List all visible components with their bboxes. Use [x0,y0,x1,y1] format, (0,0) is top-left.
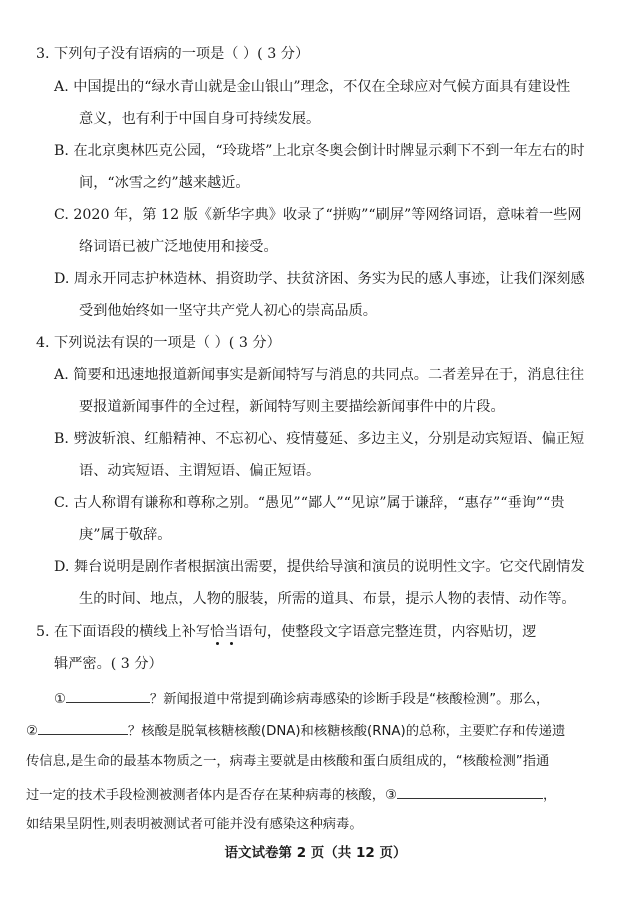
q4-option-d-cont: 生的时间、地点，人物的服装，所需的道具、布景，提示人物的表情、动作等。 [79,591,576,607]
passage-line-5: 如结果呈阴性,则表明被测试者可能并没有感染这种病毒。 [26,817,363,832]
passage-line-4-text: 过一定的技术手段检测被测者体内是否存在某种病毒的核酸，③ [26,788,397,803]
passage-line-2 [26,720,565,742]
blank-2-marker: ② [26,724,38,739]
q3-option-b: B. 在北京奥林匹克公园，“玲珑塔”上北京冬奥会倒计时牌显示剩下不到一年左右的时 [54,143,585,159]
passage-line-4-end: ， [542,788,557,803]
answer-blank-2 [38,720,128,735]
q5-stem [36,622,536,642]
q3-option-a: A. 中国提出的“绿水青山就是金山银山”理念，不仅在全球应对气候方面具有建设性 [54,79,571,95]
blank-1-marker: ① [54,692,66,707]
q4-option-b-cont: 语、动宾短语、主谓短语、偏正短语。 [79,463,321,479]
passage-line-4 [26,784,556,806]
q5-stem-cont: 辑严密。( 3 分） [54,656,163,672]
q4-option-b: B. 劈波斩浪、红船精神、不忘初心、疫情蔓延、多边主义，分别是动宾短语、偏正短 [54,431,585,447]
passage-line-1-text: ？新闻报道中常提到确诊病毒感染的诊断手段是“核酸检测”。那么， [149,692,550,707]
q3-option-b-cont: 间，“冰雪之约”越来越近。 [79,175,250,191]
q4-option-c-cont: 庚”属于敬辞。 [79,527,172,543]
q5-stem-post: 语句，使整段文字语意完整连贯，内容贴切，逻 [238,624,537,640]
q3-option-d-cont: 受到他始终如一坚守共产党人初心的崇高品质。 [79,303,377,319]
q3-option-c: C. 2020 年，第 12 版《新华字典》收录了“拼购”“刷屏”等网络词语，意味着一些网 [54,207,582,223]
emphasis-char-2: 当 [224,624,239,640]
q4-option-a: A. 简要和迅速地报道新闻事实是新闻特写与消息的共同点。二者差异在于，消息往往 [54,367,585,383]
passage-line-1 [54,688,549,710]
emphasis-char-1: 恰 [210,624,225,640]
q3-option-a-cont: 意义，也有利于中国自身可持续发展。 [79,111,321,127]
q3-option-c-cont: 络词语已被广泛地使用和接受。 [79,239,278,255]
q4-option-c: C. 古人称谓有谦称和尊称之别。“愚见”“鄙人”“见谅”属于谦辞，“惠存”“垂询”“贵 [54,495,565,511]
page-footer: 语文试卷第 2 页（共 12 页） [224,845,407,861]
answer-blank-1 [66,688,150,703]
q4-option-d: D. 舞台说明是剧作者根据演出需要，提供给导演和演员的说明性文字。它交代剧情发 [54,559,585,575]
answer-blank-3 [397,784,543,799]
passage-line-2-text: ？核酸是脱氧核糖核酸(DNA)和核糖核酸(RNA)的总称，主要贮存和传递遗 [127,724,566,739]
q3-option-d: D. 周永开同志护林造林、捐资助学、扶贫济困、务实为民的感人事迹，让我们深刻感 [54,271,585,287]
q5-stem-pre: 5. 在下面语段的横线上补写 [36,624,211,640]
passage-line-3: 传信息,是生命的最基本物质之一，病毒主要就是由核酸和蛋白质组成的，“核酸检测”指通 [26,754,550,769]
q4-option-a-cont: 要报道新闻事件的全过程，新闻特写则主要描绘新闻事件中的片段。 [79,399,505,415]
q3-stem: 3. 下列句子没有语病的一项是（ ）( 3 分） [36,46,310,62]
q4-stem: 4. 下列说法有误的一项是（ ）( 3 分） [36,335,281,351]
